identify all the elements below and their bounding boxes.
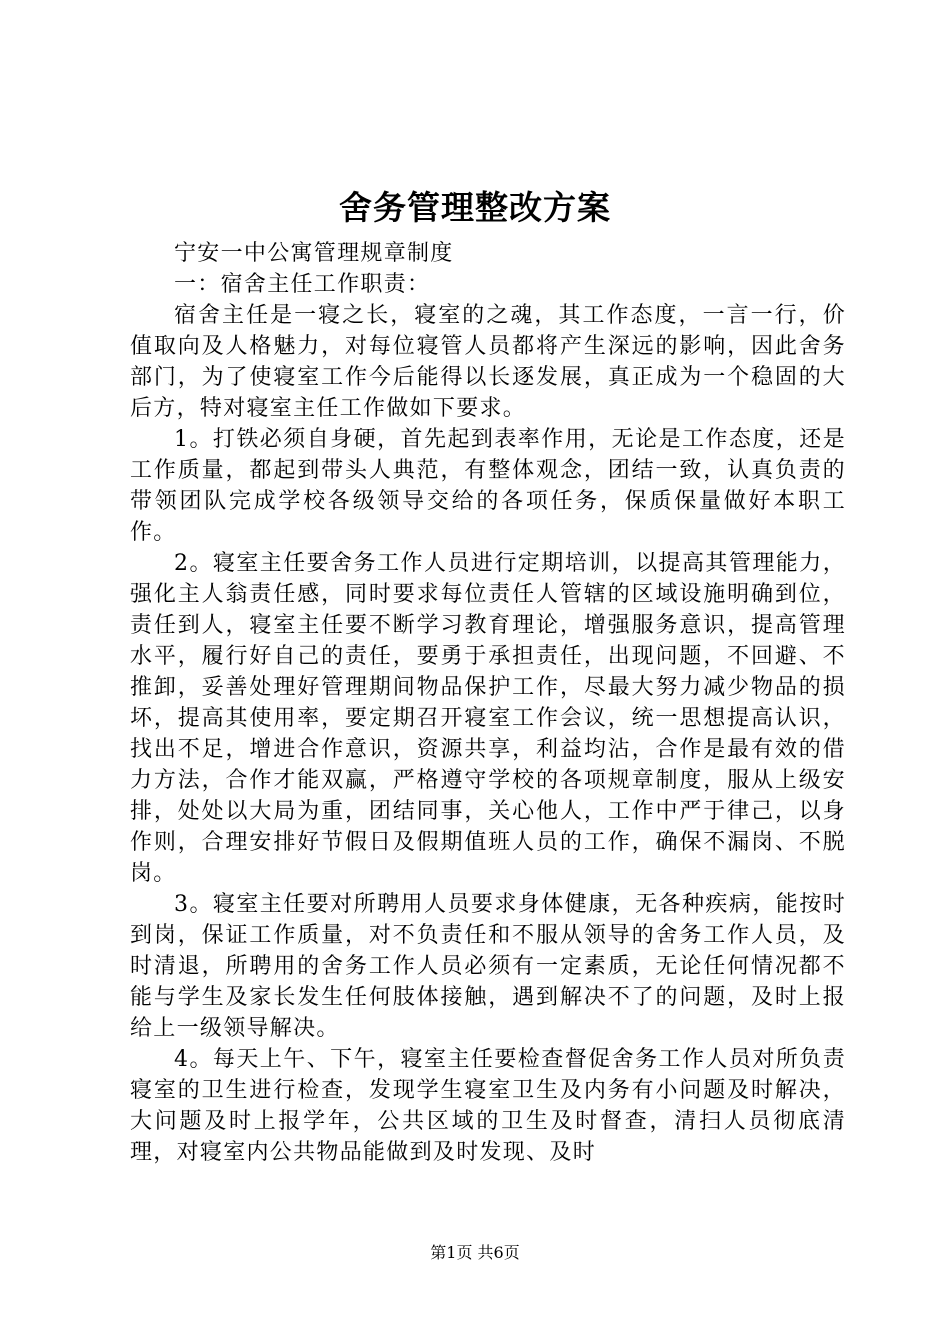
page-footer: 第1页 共6页: [430, 1243, 520, 1262]
document-body: [130, 238, 846, 1168]
document-title: 舍务管理整改方案: [339, 188, 611, 227]
paragraph-item-1: 1。打铁必须自身硬，首先起到表率作用，无论是工作态度，还是工作质量，都起到带头人典范，有整体观念，团结一致，认真负责的带领团队完成学校各级领导交给的各项任务，保质保量做好本职工作。: [130, 427, 846, 545]
paragraph-subtitle: 宁安一中公寓管理规章制度: [174, 241, 454, 266]
paragraph-item-2: 2。寝室主任要舍务工作人员进行定期培训，以提高其管理能力，强化主人翁责任感，同时要求每位责任人管辖的区域设施明确到位，责任到人，寝室主任要不断学习教育理论，增强服务意识，提高管理水平，履行好自己的责任，要勇于承担责任，出现问题，不回避、不推卸，妥善处理好管理期间物品保护工作，尽最大努力减少物品的损坏，提高其使用率，要定期召开寝室工作会议，统一思想提高认识，找出不足，增进合作意识，资源共享，利益均沾，合作是最有效的借力方法，合作才能双赢，严格遵守学校的各项规章制度，服从上级安排，处处以大局为重，团结同事，关心他人，工作中严于律己，以身作则，合理安排好节假日及假期值班人员的工作，确保不漏岗、不脱岗。: [130, 551, 846, 886]
paragraph-intro: 宿舍主任是一寝之长，寝室的之魂，其工作态度，一言一行，价值取向及人格魅力，对每位寝管人员都将产生深远的影响，因此舍务部门，为了使寝室工作今后能得以长逐发展，真正成为一个稳固的大后方，特对寝室主任工作做如下要求。: [130, 303, 846, 421]
paragraph-item-4: 4。每天上午、下午，寝室主任要检查督促舍务工作人员对所负责寝室的卫生进行检查，发现学生寝室卫生及内务有小问题及时解决，大问题及时上报学年，公共区域的卫生及时督查，清扫人员彻底清理，对寝室内公共物品能做到及时发现、及时: [130, 1047, 846, 1165]
paragraph-item-3: 3。寝室主任要对所聘用人员要求身体健康，无各种疾病，能按时到岗，保证工作质量，对不负责任和不服从领导的舍务工作人员，及时清退，所聘用的舍务工作人员必须有一定素质，无论任何情况都不能与学生及家长发生任何肢体接触，遇到解决不了的问题，及时上报给上一级领导解决。: [130, 892, 846, 1041]
paragraph-section-heading: 一：宿舍主任工作职责：: [174, 272, 431, 297]
